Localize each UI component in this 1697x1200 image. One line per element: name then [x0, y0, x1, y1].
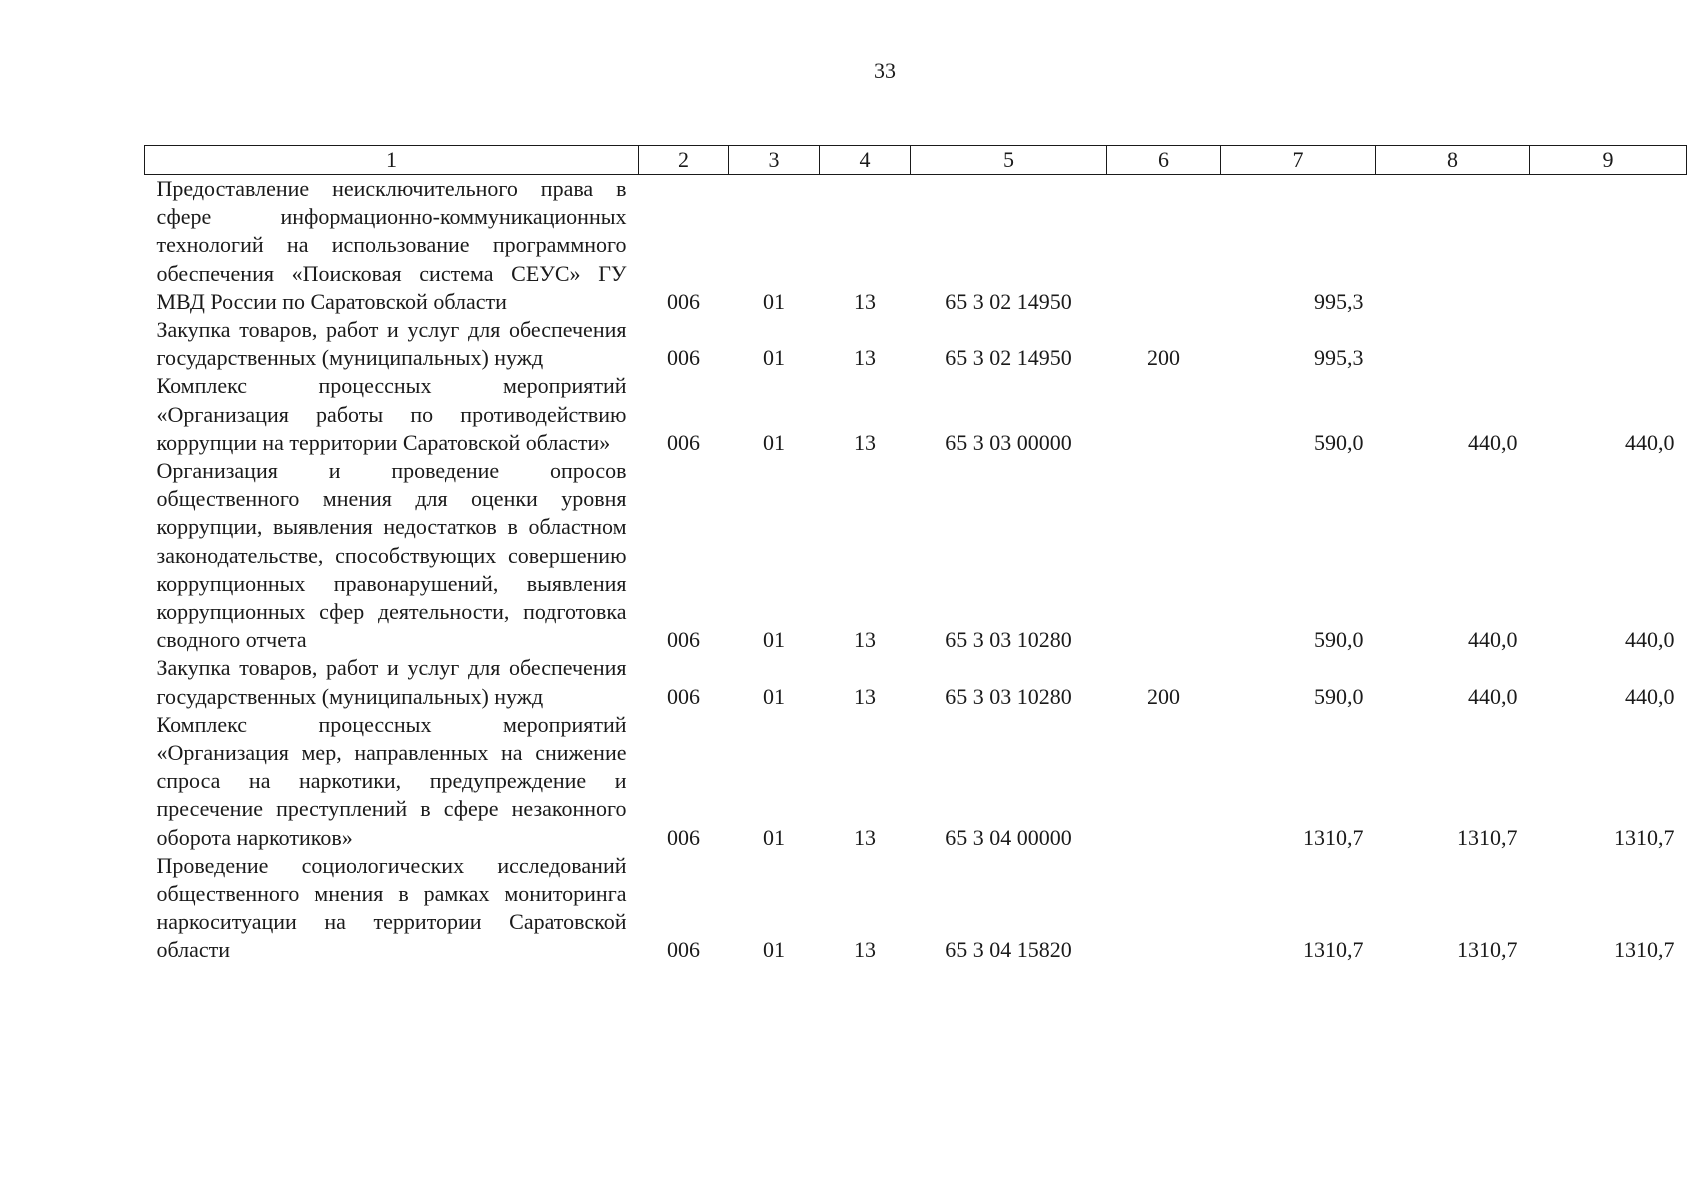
- subsection-code: 13: [854, 345, 876, 371]
- section-code: 01: [763, 824, 785, 850]
- target-item-code: 65 3 02 14950: [945, 288, 1072, 314]
- amount-col-7: 590,0: [1314, 429, 1364, 455]
- amount-col-7: 1310,7: [1303, 824, 1364, 850]
- target-item-code: 65 3 02 14950: [945, 345, 1072, 371]
- expense-type-code: [1107, 852, 1221, 965]
- table-row: [145, 654, 1687, 710]
- ministry-code: 006: [667, 345, 700, 371]
- subsection-code: 13: [854, 429, 876, 455]
- table-row: [145, 316, 1687, 372]
- expense-type-code: [1107, 711, 1221, 852]
- section-code: 01: [763, 627, 785, 653]
- amount-col-8: 1310,7: [1457, 824, 1518, 850]
- target-item-code: 65 3 03 00000: [945, 429, 1072, 455]
- column-header-7: 7: [1221, 146, 1376, 175]
- amount-col-9: [1530, 316, 1687, 372]
- row-name: Предоставление неисключительного права в сфере информационно-коммуникационных технологий на использование программного обеспечения «Поисковая система СЕУС» ГУ МВД России по Саратовской области: [156, 176, 627, 314]
- table-header: [145, 146, 1687, 175]
- column-header-5: 5: [911, 146, 1107, 175]
- row-name: Комплекс процессных мероприятий «Организация работы по противодействию коррупции на территории Саратовской области»: [156, 373, 627, 455]
- section-code: 01: [763, 937, 785, 963]
- budget-table: [144, 145, 1687, 965]
- amount-col-7: 995,3: [1314, 345, 1364, 371]
- header-row: [145, 146, 1687, 175]
- ministry-code: 006: [667, 429, 700, 455]
- row-name: Проведение социологических исследований общественного мнения в рамках мониторинга наркоситуации на территории Саратовской области: [156, 852, 627, 963]
- expense-type-code: [1107, 175, 1221, 317]
- amount-col-7: 1310,7: [1303, 937, 1364, 963]
- table-row: [145, 852, 1687, 965]
- amount-col-7: 590,0: [1314, 683, 1364, 709]
- expense-type-code: [1107, 457, 1221, 654]
- amount-col-9: 440,0: [1625, 683, 1675, 709]
- ministry-code: 006: [667, 627, 700, 653]
- subsection-code: 13: [854, 683, 876, 709]
- row-name: Закупка товаров, работ и услуг для обеспечения государственных (муниципальных) нужд: [156, 317, 627, 371]
- section-code: 01: [763, 683, 785, 709]
- amount-col-9: 440,0: [1625, 627, 1675, 653]
- section-code: 01: [763, 345, 785, 371]
- section-code: 01: [763, 429, 785, 455]
- table-body: [145, 175, 1687, 965]
- target-item-code: 65 3 04 15820: [945, 937, 1072, 963]
- expense-type-code: 200: [1147, 345, 1180, 371]
- amount-col-8: 440,0: [1468, 429, 1518, 455]
- amount-col-8: [1376, 175, 1530, 317]
- page-number: 33: [874, 58, 896, 83]
- column-header-9: 9: [1530, 146, 1687, 175]
- amount-col-8: [1376, 316, 1530, 372]
- amount-col-8: 440,0: [1468, 627, 1518, 653]
- column-header-8: 8: [1376, 146, 1530, 175]
- table-row: [145, 711, 1687, 852]
- subsection-code: 13: [854, 824, 876, 850]
- amount-col-9: 1310,7: [1614, 824, 1675, 850]
- amount-col-7: 995,3: [1314, 288, 1364, 314]
- target-item-code: 65 3 04 00000: [945, 824, 1072, 850]
- expense-type-code: [1107, 372, 1221, 457]
- subsection-code: 13: [854, 937, 876, 963]
- ministry-code: 006: [667, 288, 700, 314]
- subsection-code: 13: [854, 627, 876, 653]
- row-name: Закупка товаров, работ и услуг для обеспечения государственных (муниципальных) нужд: [156, 655, 627, 709]
- table-row: [145, 175, 1687, 317]
- amount-col-8: 440,0: [1468, 683, 1518, 709]
- amount-col-9: 1310,7: [1614, 937, 1675, 963]
- table-row: [145, 372, 1687, 457]
- ministry-code: 006: [667, 683, 700, 709]
- column-header-3: 3: [729, 146, 820, 175]
- amount-col-9: 440,0: [1625, 429, 1675, 455]
- row-name: Организация и проведение опросов общественного мнения для оценки уровня коррупции, выявления недостатков в областном законодательстве, способствующих совершению коррупционных правонарушений, выявления коррупционных сфер деятельности, подготовка сводного отчета: [156, 458, 627, 653]
- column-header-4: 4: [820, 146, 911, 175]
- target-item-code: 65 3 03 10280: [945, 627, 1072, 653]
- column-header-1: 1: [145, 146, 639, 175]
- column-header-2: 2: [639, 146, 729, 175]
- amount-col-7: 590,0: [1314, 627, 1364, 653]
- row-name: Комплекс процессных мероприятий «Организация мер, направленных на снижение спроса на наркотики, предупреждение и пресечение преступлений в сфере незаконного оборота наркотиков»: [156, 711, 627, 850]
- amount-col-9: [1530, 175, 1687, 317]
- table-row: [145, 457, 1687, 654]
- column-header-6: 6: [1107, 146, 1221, 175]
- ministry-code: 006: [667, 824, 700, 850]
- subsection-code: 13: [854, 288, 876, 314]
- target-item-code: 65 3 03 10280: [945, 683, 1072, 709]
- ministry-code: 006: [667, 937, 700, 963]
- section-code: 01: [763, 288, 785, 314]
- expense-type-code: 200: [1147, 683, 1180, 709]
- amount-col-8: 1310,7: [1457, 937, 1518, 963]
